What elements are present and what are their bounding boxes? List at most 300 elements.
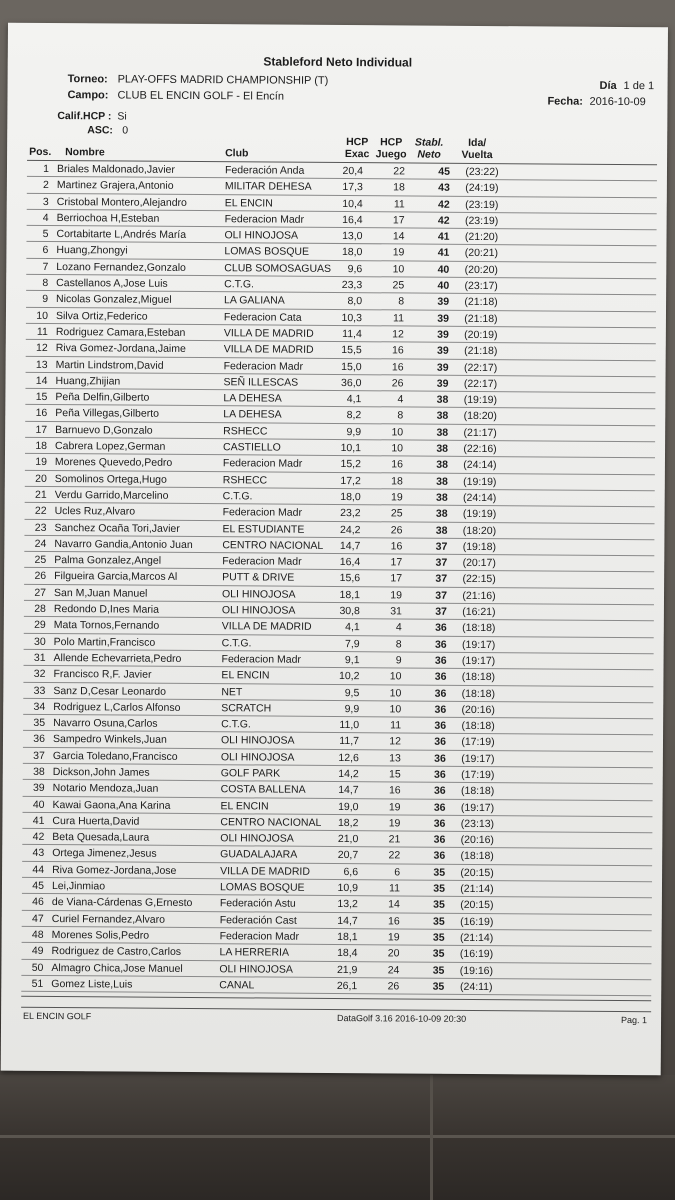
club-cell: LA GALIANA [224, 294, 285, 308]
hcp-juego-cell: 25 [390, 507, 403, 520]
ida-vuelta-cell: (20:16) [460, 834, 494, 847]
hcp-juego-cell: 17 [392, 214, 405, 227]
pos-cell: 32 [33, 668, 46, 681]
club-cell: EL ENCIN [221, 669, 270, 682]
ida-vuelta-cell: (22:17) [463, 361, 498, 374]
ida-vuelta-cell: (20:21) [464, 247, 499, 260]
col-hcp-juego-line2: Juego [375, 148, 407, 161]
hcp-exac-cell: 15,5 [341, 344, 362, 357]
stabl-neto-cell: 35 [433, 915, 445, 928]
pos-cell: 19 [35, 456, 47, 469]
hcp-exac-cell: 18,1 [337, 930, 358, 944]
hcp-exac-cell: 18,4 [337, 947, 358, 960]
stabl-neto-cell: 36 [434, 768, 446, 781]
hcp-exac-cell: 9,9 [344, 702, 360, 715]
club-cell: NET [221, 685, 243, 698]
hcp-juego-cell: 22 [393, 165, 406, 178]
col-stabl-neto [409, 136, 449, 160]
hcp-juego-cell: 12 [392, 328, 404, 341]
name-cell: Curiel Fernandez,Alvaro [51, 912, 166, 926]
club-cell: Federación Anda [224, 164, 305, 177]
name-cell: Cabrera Lopez,German [55, 440, 166, 453]
stabl-neto-cell: 35 [432, 980, 445, 993]
hcp-exac-cell: 10,2 [338, 670, 360, 683]
col-ida-line1: Ida/ [468, 136, 487, 150]
club-cell: OLI HINOJOSA [221, 604, 296, 617]
ida-vuelta-cell: (19:16) [459, 964, 494, 977]
name-cell: Beta Quesada,Laura [52, 831, 150, 844]
pos-cell: 16 [35, 407, 48, 420]
pos-cell: 7 [42, 260, 49, 273]
name-cell: Morenes Solis,Pedro [51, 928, 150, 942]
ida-vuelta-cell: (20:16) [461, 703, 495, 716]
hcp-juego-cell: 15 [389, 768, 401, 781]
club-cell: VILLA DE MADRID [223, 343, 314, 357]
stabl-neto-cell: 36 [434, 703, 447, 716]
dia-label: Día [599, 79, 617, 92]
club-cell: C.T.G. [222, 490, 253, 503]
stabl-neto-cell: 38 [435, 524, 448, 537]
club-cell: Federación Cast [219, 913, 297, 927]
pos-cell: 4 [42, 211, 49, 224]
pos-cell: 14 [35, 374, 48, 387]
pos-cell: 49 [31, 945, 44, 958]
hcp-exac-cell: 10,4 [342, 197, 363, 210]
stabl-neto-cell: 36 [434, 687, 447, 700]
hcp-juego-cell: 10 [392, 263, 405, 276]
hcp-juego-cell: 9 [395, 654, 402, 667]
hcp-juego-cell: 13 [389, 752, 401, 765]
hcp-juego-cell: 31 [390, 605, 402, 618]
table-row [21, 976, 651, 997]
pos-cell: 50 [31, 961, 44, 974]
name-cell: Dickson,John James [52, 766, 150, 779]
hcp-exac-cell: 18,1 [339, 588, 361, 601]
name-cell: Lei,Jinmiao [51, 880, 106, 893]
pos-cell: 13 [35, 358, 48, 371]
pos-cell: 2 [42, 179, 49, 192]
pos-cell: 39 [32, 782, 45, 795]
hcp-juego-cell: 6 [394, 866, 401, 879]
club-cell: Federacion Madr [219, 930, 300, 943]
hcp-exac-cell: 9,5 [344, 686, 360, 699]
club-cell: VILLA DE MADRID [220, 864, 311, 878]
ida-vuelta-cell: (21:17) [463, 426, 497, 439]
pos-cell: 9 [42, 293, 49, 306]
stabl-neto-cell: 42 [437, 214, 450, 227]
ida-vuelta-cell: (23:22) [465, 165, 499, 179]
club-cell: OLI HINOJOSA [224, 229, 299, 242]
club-cell: C.T.G. [221, 636, 252, 650]
hcp-exac-cell: 21,0 [337, 833, 359, 846]
fecha-label: Fecha: [547, 95, 583, 108]
ida-vuelta-cell: (21:14) [459, 931, 494, 945]
pos-cell: 38 [33, 765, 45, 778]
hcp-exac-cell: 23,2 [340, 507, 361, 520]
hcp-exac-cell: 24,2 [339, 523, 361, 536]
ida-vuelta-cell: (22:17) [463, 377, 498, 390]
asc-value: 0 [122, 124, 129, 137]
hcp-juego-cell: 8 [395, 638, 402, 651]
hcp-juego-cell: 10 [389, 703, 402, 716]
ida-vuelta-cell: (21:18) [464, 296, 498, 309]
ida-vuelta-cell: (24:11) [459, 980, 493, 993]
ida-vuelta-cell: (20:15) [460, 866, 494, 879]
hcp-juego-cell: 16 [388, 915, 400, 928]
footer-rule-top [21, 996, 651, 1001]
hcp-exac-cell: 14,7 [339, 539, 361, 552]
hcp-juego-cell: 24 [387, 963, 400, 976]
stabl-neto-cell: 37 [435, 605, 447, 618]
club-cell: LOMAS BOSQUE [224, 245, 310, 259]
name-cell: Cura Huerta,David [52, 814, 140, 828]
name-cell: Allende Echevarrieta,Pedro [53, 651, 182, 665]
pos-cell: 11 [36, 325, 48, 338]
name-cell: Peña Delfin,Gilberto [55, 391, 150, 404]
hcp-juego-cell: 19 [388, 800, 401, 814]
name-cell: Notario Mendoza,Juan [52, 782, 159, 796]
ida-vuelta-cell: (16:19) [460, 915, 494, 928]
stabl-neto-cell: 38 [436, 426, 449, 439]
name-cell: Cristobal Montero,Alejandro [56, 195, 187, 209]
hcp-juego-cell: 17 [390, 556, 403, 569]
stabl-neto-cell: 39 [437, 296, 450, 309]
hcp-juego-cell: 18 [393, 181, 405, 194]
ida-vuelta-cell: (24:19) [465, 182, 499, 195]
name-cell: Somolinos Ortega,Hugo [54, 472, 167, 486]
hcp-juego-cell: 16 [391, 360, 404, 374]
ida-vuelta-cell: (20:19) [464, 328, 498, 342]
stabl-neto-cell: 36 [434, 752, 446, 765]
stabl-neto-cell: 41 [437, 247, 450, 260]
hcp-exac-cell: 26,1 [336, 979, 358, 993]
ida-vuelta-cell: (19:19) [463, 475, 497, 488]
ida-vuelta-cell: (24:14) [463, 459, 497, 472]
col-stabl-line2: Neto [417, 148, 441, 161]
floor-tile-line [0, 1135, 675, 1138]
pos-cell: 3 [42, 195, 49, 208]
club-cell: CLUB SOMOSAGUAS [224, 261, 332, 275]
torneo-label: Torneo: [67, 73, 108, 86]
hcp-juego-cell: 26 [391, 377, 404, 390]
club-cell: Federacion Madr [222, 506, 303, 519]
name-cell: Huang,Zhijian [55, 374, 121, 388]
club-cell: LA DEHESA [223, 408, 282, 422]
asc-label: ASC: [87, 124, 113, 137]
stabl-neto-cell: 35 [433, 866, 446, 879]
name-cell: Castellanos A,Jose Luis [56, 277, 168, 290]
name-cell: Verdu Garrido,Marcelino [54, 488, 169, 502]
hcp-juego-cell: 18 [391, 475, 403, 488]
hcp-exac-cell: 18,2 [337, 816, 359, 830]
stabl-neto-cell: 35 [432, 931, 445, 944]
hcp-juego-cell: 4 [395, 621, 402, 634]
hcp-exac-cell: 8,0 [347, 295, 363, 308]
stabl-neto-cell: 39 [436, 377, 449, 390]
pos-cell: 42 [32, 831, 45, 844]
hcp-juego-cell: 19 [390, 589, 403, 602]
campo-label: Campo: [67, 89, 109, 102]
pos-cell: 24 [34, 537, 47, 550]
ida-vuelta-cell: (16:19) [459, 948, 494, 961]
club-cell: OLI HINOJOSA [220, 832, 294, 845]
club-cell: LA DEHESA [223, 392, 282, 405]
ida-vuelta-cell: (21:18) [464, 312, 498, 325]
club-cell: VILLA DE MADRID [221, 620, 312, 634]
ida-vuelta-cell: (18:18) [461, 671, 496, 684]
hcp-exac-cell: 6,6 [343, 865, 359, 878]
stabl-neto-cell: 39 [436, 361, 449, 374]
hcp-exac-cell: 21,9 [336, 963, 358, 976]
ida-vuelta-cell: (19:17) [460, 801, 495, 814]
club-cell: EL ENCIN [220, 799, 269, 813]
pos-cell: 33 [33, 684, 46, 697]
footer-club: EL ENCIN GOLF [23, 1010, 92, 1022]
stabl-neto-cell: 36 [434, 719, 447, 732]
hcp-juego-cell: 19 [387, 931, 400, 944]
pos-cell: 15 [35, 391, 48, 404]
pos-cell: 29 [34, 619, 46, 632]
stabl-neto-cell: 35 [432, 947, 445, 961]
name-cell: Huang,Zhongyi [56, 244, 128, 258]
hcp-juego-cell: 10 [389, 670, 402, 683]
pos-cell: 30 [33, 635, 46, 648]
ida-vuelta-cell: (24:14) [463, 491, 497, 505]
hcp-exac-cell: 20,7 [337, 849, 359, 862]
club-cell: C.T.G. [224, 278, 254, 291]
hcp-exac-cell: 11,7 [339, 735, 360, 748]
ida-vuelta-cell: (23:17) [464, 279, 498, 293]
name-cell: Almagro Chica,Jose Manuel [51, 961, 183, 975]
name-cell: Palma Gonzalez,Angel [54, 554, 162, 567]
pos-cell: 28 [34, 602, 46, 615]
calif-value: Si [117, 110, 127, 123]
club-cell: Federacion Madr [222, 555, 302, 568]
pos-cell: 23 [34, 521, 47, 534]
stabl-neto-cell: 35 [433, 899, 445, 912]
hcp-exac-cell: 23,3 [341, 279, 363, 292]
stabl-neto-cell: 39 [437, 328, 449, 341]
club-cell: EL ENCIN [224, 196, 273, 210]
pos-cell: 51 [31, 977, 44, 990]
hcp-juego-cell: 25 [392, 279, 405, 292]
club-cell: Federacion Madr [222, 457, 303, 471]
club-cell: SCRATCH [221, 701, 272, 715]
name-cell: Sanchez Ocaña Tori,Javier [54, 521, 180, 535]
hcp-juego-cell: 11 [393, 197, 405, 211]
col-stabl-line1: Stabl. [414, 136, 444, 149]
col-hcp-exac-line2: Exac [344, 148, 370, 161]
club-cell: Federacion Madr [221, 653, 301, 666]
name-cell: Kawai Gaona,Ana Karina [52, 798, 171, 812]
hcp-juego-cell: 16 [391, 344, 404, 357]
stabl-neto-cell: 39 [437, 312, 449, 325]
name-cell: Gomez Liste,Luis [51, 977, 133, 991]
hcp-juego-cell: 16 [391, 458, 403, 471]
name-cell: Riva Gomez-Jordana,Jose [52, 863, 177, 877]
stabl-neto-cell: 42 [438, 198, 450, 211]
ida-vuelta-cell: (19:17) [461, 654, 496, 668]
stabl-neto-cell: 38 [436, 410, 449, 423]
pos-cell: 10 [36, 309, 49, 322]
pos-cell: 22 [34, 505, 47, 518]
club-cell: CENTRO NACIONAL [220, 816, 322, 829]
name-cell: Nicolas Gonzalez,Miguel [56, 293, 172, 307]
pos-cell: 6 [42, 244, 49, 257]
stabl-neto-cell: 38 [436, 475, 448, 488]
ida-vuelta-cell: (20:17) [462, 557, 496, 570]
hcp-exac-cell: 14,7 [337, 914, 358, 927]
ida-vuelta-cell: (19:19) [463, 394, 498, 407]
club-cell: MILITAR DEHESA [224, 180, 312, 194]
hcp-exac-cell: 11,4 [342, 328, 362, 341]
document-title: Stableford Neto Individual [263, 54, 413, 70]
hcp-exac-cell: 14,2 [338, 768, 359, 781]
col-hcp-juego [371, 136, 411, 160]
ida-vuelta-cell: (17:19) [461, 768, 495, 782]
pos-cell: 46 [32, 896, 44, 909]
floor-tile-line-vertical [430, 1075, 433, 1200]
stabl-neto-cell: 36 [434, 638, 447, 651]
stabl-neto-cell: 37 [435, 573, 448, 586]
footer-page: Pag. 1 [621, 1015, 648, 1026]
club-cell: GOLF PARK [220, 767, 281, 780]
results-sheet [1, 23, 668, 1076]
stabl-neto-cell: 45 [438, 165, 451, 178]
name-cell: Ucles Ruz,Alvaro [54, 505, 136, 518]
ida-vuelta-cell: (16:21) [462, 605, 496, 619]
hcp-exac-cell: 10,1 [340, 442, 362, 455]
hcp-juego-cell: 17 [390, 572, 403, 585]
ida-vuelta-cell: (23:19) [465, 198, 499, 211]
hcp-juego-cell: 4 [397, 393, 404, 406]
stabl-neto-cell: 41 [437, 230, 450, 243]
hcp-exac-cell: 9,6 [347, 262, 363, 275]
torneo-value: PLAY-OFFS MADRID CHAMPIONSHIP (T) [117, 73, 329, 87]
pos-cell: 18 [35, 439, 48, 453]
pos-cell: 20 [35, 472, 47, 485]
club-cell: COSTA BALLENA [220, 783, 306, 797]
name-cell: Rodriguez Camara,Esteban [55, 326, 186, 339]
pos-cell: 41 [32, 814, 45, 827]
ida-vuelta-cell: (18:18) [461, 687, 496, 700]
hcp-exac-cell: 17,3 [342, 181, 363, 194]
stabl-neto-cell: 38 [436, 442, 449, 455]
hcp-exac-cell: 18,0 [341, 246, 363, 259]
name-cell: Silva Ortiz,Federico [55, 309, 148, 323]
pos-cell: 45 [32, 879, 45, 893]
name-cell: Riva Gomez-Jordana,Jaime [55, 342, 186, 356]
campo-value: CLUB EL ENCIN GOLF - El Encín [117, 89, 285, 103]
col-pos: Pos. [29, 145, 52, 159]
name-cell: Rodriguez de Castro,Carlos [51, 945, 182, 959]
club-cell: Federacion Madr [223, 359, 304, 373]
name-cell: Peña Villegas,Gilberto [55, 407, 160, 421]
dia-value: 1 de 1 [623, 79, 655, 93]
hcp-juego-cell: 8 [398, 295, 405, 308]
name-cell: Lozano Fernandez,Gonzalo [56, 260, 186, 274]
hcp-exac-cell: 10,3 [341, 311, 362, 324]
stabl-neto-cell: 40 [437, 279, 450, 292]
ida-vuelta-cell: (18:18) [460, 850, 494, 863]
ida-vuelta-cell: (18:18) [460, 785, 495, 798]
hcp-exac-cell: 12,6 [338, 751, 359, 764]
club-cell: Federacion Cata [223, 310, 302, 324]
name-cell: Berriochoa H,Esteban [56, 211, 160, 225]
stabl-neto-cell: 38 [436, 393, 449, 406]
hcp-juego-cell: 26 [390, 523, 403, 536]
club-cell: RSHECC [222, 473, 268, 487]
footer-rule-bottom [21, 1007, 651, 1012]
hcp-exac-cell: 15,0 [341, 360, 362, 373]
hcp-exac-cell: 30,8 [339, 605, 360, 618]
pos-cell: 37 [33, 749, 45, 762]
stabl-neto-cell: 36 [433, 801, 446, 814]
hcp-exac-cell: 7,9 [345, 637, 360, 650]
name-cell: Martinez Grajera,Antonio [56, 179, 174, 193]
pos-cell: 36 [33, 733, 46, 746]
ida-vuelta-cell: (18:18) [461, 719, 495, 733]
stabl-neto-cell: 35 [433, 882, 446, 895]
name-cell: Francisco R,F. Javier [53, 668, 152, 681]
hcp-juego-cell: 11 [390, 719, 402, 732]
col-nombre: Nombre [65, 146, 105, 159]
stabl-neto-cell: 38 [435, 491, 448, 504]
hcp-exac-cell: 15,2 [340, 458, 361, 471]
stabl-neto-cell: 36 [433, 833, 446, 846]
club-cell: OLI HINOJOSA [220, 734, 295, 748]
stabl-neto-cell: 36 [433, 850, 446, 863]
hcp-juego-cell: 10 [391, 442, 404, 455]
name-cell: Navarro Osuna,Carlos [53, 717, 158, 730]
pos-cell: 25 [34, 554, 47, 567]
hcp-juego-cell: 19 [388, 817, 401, 830]
hcp-juego-cell: 16 [390, 540, 403, 553]
ida-vuelta-cell: (21:14) [460, 882, 494, 896]
ida-vuelta-cell: (19:18) [462, 540, 497, 553]
club-cell: EL ESTUDIANTE [222, 522, 305, 536]
hcp-exac-cell: 20,4 [342, 165, 364, 178]
hcp-exac-cell: 4,1 [345, 621, 360, 634]
hcp-juego-cell: 26 [387, 980, 400, 993]
ida-vuelta-cell: (19:19) [462, 508, 497, 521]
ida-vuelta-cell: (17:19) [461, 736, 495, 749]
name-cell: Barnuevo D,Gonzalo [55, 423, 153, 437]
club-cell: CENTRO NACIONAL [222, 539, 324, 552]
stabl-neto-cell: 36 [433, 784, 446, 798]
club-cell: PUTT & DRIVE [222, 571, 295, 585]
ida-vuelta-cell: (21:18) [464, 345, 498, 358]
pos-cell: 12 [36, 342, 48, 355]
club-cell: GUADALAJARA [220, 848, 298, 862]
hcp-exac-cell: 14,7 [338, 784, 359, 797]
hcp-juego-cell: 19 [392, 246, 405, 259]
ida-vuelta-cell: (18:18) [462, 622, 496, 635]
col-hcp-juego-line1: HCP [380, 136, 403, 149]
hcp-juego-cell: 16 [388, 784, 401, 797]
pos-cell: 47 [32, 912, 44, 925]
ida-vuelta-cell: (22:15) [462, 573, 496, 586]
pos-cell: 1 [43, 162, 50, 175]
name-cell: Briales Maldonado,Javier [56, 163, 175, 176]
ida-vuelta-cell: (20:15) [460, 899, 494, 912]
stabl-neto-cell: 37 [435, 540, 448, 553]
club-cell: C.T.G. [221, 718, 251, 731]
name-cell: Sampedro Winkels,Juan [52, 733, 167, 747]
ida-vuelta-cell: (19:17) [461, 752, 495, 765]
pos-cell: 17 [35, 423, 48, 436]
hcp-juego-cell: 8 [397, 409, 404, 422]
